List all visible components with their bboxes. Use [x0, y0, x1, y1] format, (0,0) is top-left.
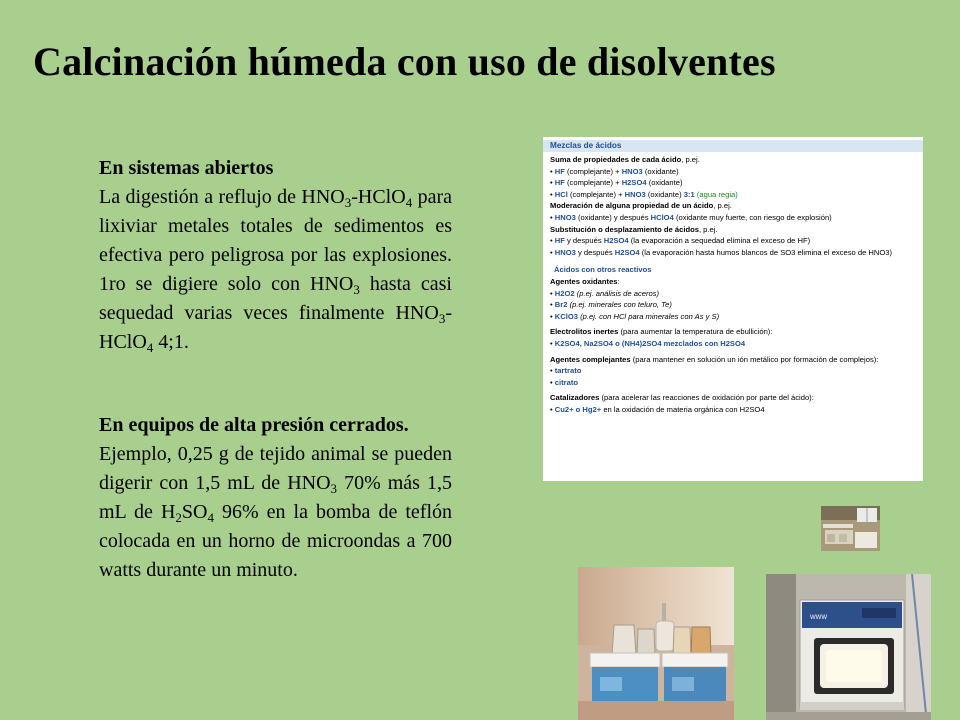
- panel-line: • HNO3 y después H2SO4 (la evaporación hasta humos blancos de SO3 elimina el exceso de HNO3): [550, 247, 893, 257]
- page-title: Calcinación húmeda con uso de disolventes: [33, 39, 776, 84]
- microwave-oven-photo: [766, 574, 931, 720]
- panel-section-substitution: Substitución o desplazamiento de ácidos, p.ej.: [550, 224, 718, 234]
- panel-section-complexing: Agentes complejantes (para mantener en solución un ión metálico por formación de complejos):: [550, 354, 879, 364]
- panel-section-other-reagents: Ácidos con otros reactivos: [554, 265, 652, 275]
- panel-line: • Cu2+ o Hg2+ en la oxidación de materia orgánica con H2SO4: [550, 404, 765, 414]
- panel-line: • tartrato: [550, 366, 582, 376]
- lab-bench-photo: [821, 506, 880, 551]
- lab-bench-illustration: [821, 506, 880, 551]
- panel-line: • HF (complejante) + H2SO4 (oxidante): [550, 178, 683, 188]
- panel-section-electrolytes: Electrolitos inertes (para aumentar la temperatura de ebullición):: [550, 327, 773, 337]
- open-systems-paragraph: La digestión a reflujo de $HNO_3-HClO_4$ para lixiviar metales totales de sedimentos es efectiva pero peligrosa por las explosiones. 1ro se digiere solo con $HNO_3$ hasta casi sequedad varias veces finalmente $HNO_3-HClO_4$ 4;1.: [99, 186, 452, 355]
- panel-line: • HNO3 (oxidante) y después HClO4 (oxidante muy fuerte, con riesgo de explosión): [550, 212, 832, 222]
- acid-mixtures-panel: [543, 137, 923, 481]
- panel-line: • HCl (complejante) + HNO3 (oxidante) 3:1 (agua regia): [550, 189, 738, 199]
- microwave-brand: WWW: [810, 615, 827, 621]
- panel-line: • HF (complejante) + HNO3 (oxidante): [550, 166, 679, 176]
- panel-section-oxidants: Agentes oxidantes:: [550, 276, 620, 286]
- microwave-illustration: [766, 574, 931, 720]
- panel-line: • HF y después H2SO4 (la evaporación a sequedad elimina el exceso de HF): [550, 236, 811, 246]
- closed-systems-text: [99, 411, 452, 585]
- open-systems-heading: En sistemas abiertos: [99, 157, 274, 179]
- closed-systems-paragraph: Ejemplo, 0,25 g de tejido animal se pueden digerir con 1,5 mL de $HNO_3$ 70% más 1,5 mL de $H_2SO_4$ 96% en la bomba de teflón colocada en un horno de microondas a 700 watts durante un minuto.: [99, 443, 452, 581]
- panel-line: • citrato: [550, 377, 578, 387]
- beakers-hotplate-photo: [578, 567, 734, 720]
- panel-section-moderation: Moderación de alguna propiedad de un ácido, p.ej.: [550, 201, 732, 211]
- panel-line: • KClO3 (p.ej. con HCl para minerales con As y S): [550, 311, 720, 321]
- open-systems-text: [99, 154, 452, 357]
- beakers-illustration: [578, 567, 734, 720]
- closed-systems-heading: En equipos de alta presión cerrados.: [99, 414, 409, 436]
- panel-title: Mezclas de ácidos: [543, 140, 923, 152]
- panel-line: • Br2 (p.ej. minerales con teluro, Te): [550, 300, 672, 310]
- panel-section-catalysts: Catalizadores (para acelerar las reacciones de oxidación por parte del ácido):: [550, 393, 814, 403]
- panel-line: • K2SO4, Na2SO4 o (NH4)2SO4 mezclados con H2SO4: [550, 338, 746, 348]
- panel-section-sum: Suma de propiedades de cada ácido, p.ej.: [550, 155, 700, 164]
- panel-line: • H2O2 (p.ej. análisis de aceros): [550, 288, 660, 298]
